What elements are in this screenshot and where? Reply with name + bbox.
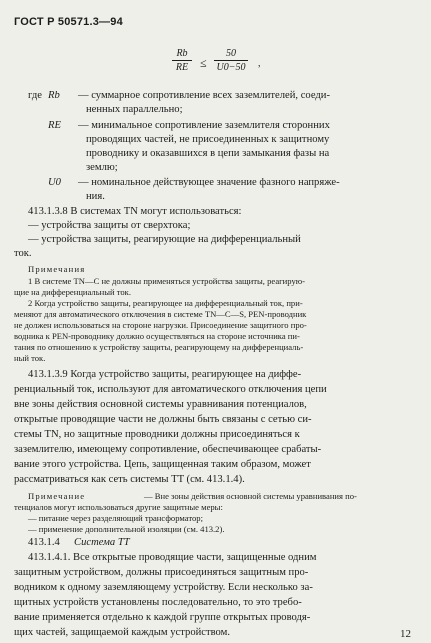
clause-413138-line-1: 413.1.3.8 В системах TN могут использоваться:: [28, 206, 242, 217]
note-line: меняют для автоматического отключения в системе TN—C—S, PEN-проводник: [14, 309, 307, 319]
clause-413139-line: стемы TN, но защитные проводники должны присоединяться к: [14, 429, 300, 440]
u0-definition-line-2: ния.: [86, 191, 105, 202]
rb-definition-line-2: ненных параллельно;: [86, 104, 183, 115]
formula-sign: ≤: [200, 56, 207, 70]
clause-413139-line: 413.1.3.9 Когда устройство защиты, реагирующее на диффе-: [28, 369, 302, 380]
re-definition-line-4: землю;: [86, 162, 118, 173]
u0-definition-line-1: — номинальное действующее значение фазного напряже-: [78, 177, 340, 188]
clause-413139-line: ренциальный ток, используют для автоматического отключения цепи: [14, 384, 327, 395]
re-definition-line-3: проводнику и оказавшихся в цепи замыкания фазы на: [86, 148, 330, 159]
note-label: Примечание: [28, 491, 86, 501]
clause-413139-line: открытые проводящие части не должны быть связаны с сетью си-: [14, 414, 312, 425]
note-line: ный ток.: [14, 353, 46, 363]
rb-symbol: Rb: [48, 90, 60, 101]
note2-line-3: — питание через разделяющий трансформатор;: [28, 513, 203, 523]
fraction-bar: [172, 60, 192, 61]
note-line: тания по отношению к устройству защиты, реагирующему на дифференциаль-: [14, 342, 304, 352]
clause-413141-line: защитным устройством, должны присоединяться защитным про-: [14, 567, 309, 578]
rb-definition-line-1: — суммарное сопротивление всех заземлителей, соеди-: [78, 90, 330, 101]
clause-413141-line: вание применяется отдельно к каждой группе открытых проводя-: [14, 612, 311, 623]
re-definition-line-2: проводящих частей, не присоединенных к защитному: [86, 134, 330, 145]
clause-413138-line-3: — устройства защиты, реагирующие на дифференциальный: [28, 234, 301, 245]
formula-left-fraction: [172, 48, 192, 73]
section-number: 413.1.4: [28, 537, 60, 548]
clause-413139-line: заземлителю, имеющему сопротивление, обеспечивающее срабаты-: [14, 444, 322, 455]
formula-right-fraction: [214, 48, 248, 73]
fraction-bar: [214, 60, 248, 61]
note-line: водника к PEN-проводнику должно осуществляться на стороне источника пи-: [14, 331, 300, 341]
formula-left-numerator: Rb: [176, 48, 188, 59]
re-definition-line-1: — минимальное сопротивление заземлителя сторонних: [78, 120, 330, 131]
clause-413139-line: вание этого устройства. Цепь, защищенная таким образом, может: [14, 459, 311, 470]
clause-413138-line-2: — устройства защиты от сверхтока;: [28, 220, 191, 231]
document-header: ГОСТ Р 50571.3—94: [14, 16, 123, 28]
formula-right-numerator: 50: [226, 48, 236, 59]
formula-comma: ,: [258, 58, 261, 69]
formula-right-denominator: U0−50: [216, 62, 246, 73]
note-line: щие на дифференциальный ток.: [14, 287, 132, 297]
u0-symbol: U0: [48, 177, 61, 188]
clause-413141-line: водником к одному заземляющему устройству. Если несколько за-: [14, 582, 313, 593]
clause-413138-line-4: ток.: [14, 248, 32, 259]
formula-left-denominator: RE: [175, 62, 189, 73]
page-number: 12: [400, 628, 411, 640]
note-line: 2 Когда устройство защиты, реагирующее на дифференциальный ток, при-: [28, 298, 303, 308]
clause-413141-line: 413.1.4.1. Все открытые проводящие части, защищенные одним: [28, 552, 317, 563]
notes-heading: Примечания: [28, 264, 86, 274]
clause-413139-line: вне зоны действия основной системы уравнивания потенциалов,: [14, 399, 307, 410]
clause-413141-line: щитных устройств установлены последовательно, то это требо-: [14, 597, 302, 608]
note2-line-4: — применение дополнительной изоляции (см. 413.2).: [28, 524, 225, 534]
clause-413139-line: рассматриваться как сеть системы TT (см. 413.1.4).: [14, 474, 245, 485]
section-title: Система TT: [74, 537, 130, 548]
clause-413141-line: щих частей, защищаемой каждым устройством.: [14, 627, 230, 638]
re-symbol: RE: [48, 120, 61, 131]
note-line: не должен использоваться на стороне нагрузки. Присоединение защитного про-: [14, 320, 307, 330]
where-label: где: [28, 90, 42, 101]
note-line: 1 В системе TN—C не должны применяться устройства защиты, реагирую-: [28, 276, 306, 286]
formula: [172, 48, 282, 80]
note2-line-2: тенциалов могут использоваться другие защитные меры:: [14, 502, 223, 512]
note2-line-1: — Вне зоны действия основной системы уравнивания по-: [144, 491, 357, 501]
